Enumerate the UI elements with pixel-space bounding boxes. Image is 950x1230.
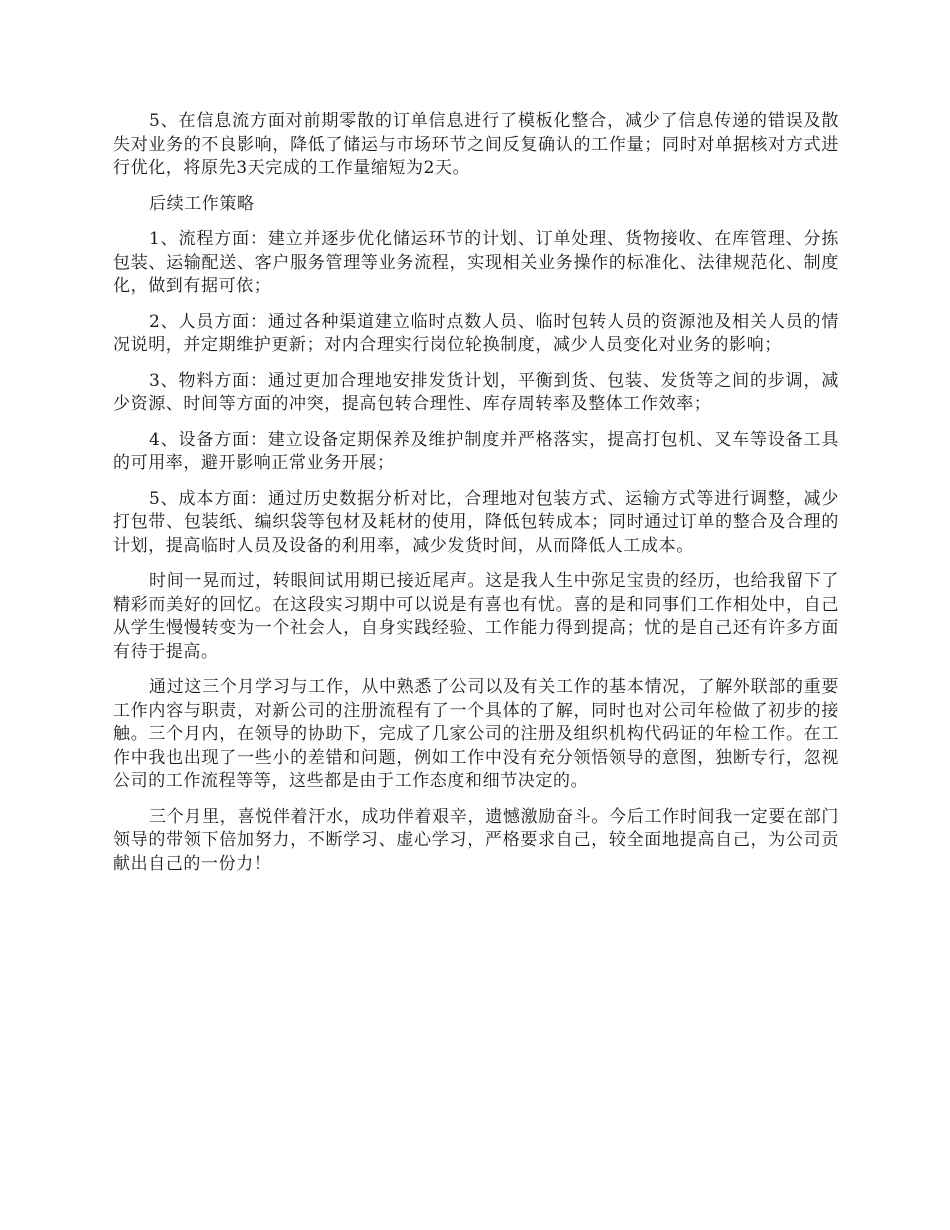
document-body bbox=[113, 110, 839, 888]
section-heading-follow-up-strategy: 后续工作策略 bbox=[149, 193, 255, 214]
paragraph-info-flow: 5、在信息流方面对前期零散的订单信息进行了模板化整合，减少了信息传递的错误及散失对业务的不良影响，降低了储运与市场环节之间反复确认的工作量；同时对单据核对方式进行优化，将原先3天完成的工作量缩短为2天。 bbox=[113, 111, 839, 178]
paragraph-conclusion: 三个月里，喜悦伴着汗水，成功伴着艰辛，遗憾激励奋斗。今后工作时间我一定要在部门领导的带领下倍加努力，不断学习、虚心学习，严格要求自己，较全面地提高自己，为公司贡献出自己的一份力！ bbox=[113, 806, 839, 874]
paragraph-personnel: 2、人员方面：通过各种渠道建立临时点数人员、临时包转人员的资源池及相关人员的情况说明，并定期维护更新；对内合理实行岗位轮换制度，减少人员变化对业务的影响； bbox=[113, 311, 839, 355]
paragraph-cost: 5、成本方面：通过历史数据分析对比，合理地对包装方式、运输方式等进行调整，减少打包带、包装纸、编织袋等包材及耗材的使用，降低包转成本；同时通过订单的整合及合理的计划，提高临时人员及设备的利用率，减少发货时间，从而降低人工成本。 bbox=[113, 488, 839, 556]
paragraph-equipment: 4、设备方面：建立设备定期保养及维护制度并严格落实，提高打包机、叉车等设备工具的可用率，避开影响正常业务开展； bbox=[113, 429, 839, 473]
paragraph-process: 1、流程方面：建立并逐步优化储运环节的计划、订单处理、货物接收、在库管理、分拣包装、运输配送、客户服务管理等业务流程，实现相关业务操作的标准化、法律规范化、制度化，做到有据可依； bbox=[113, 229, 839, 296]
paragraph-three-months-work: 通过这三个月学习与工作，从中熟悉了公司以及有关工作的基本情况，了解外联部的重要工作内容与职责，对新公司的注册流程有了一个具体的了解，同时也对公司年检做了初步的接触。三个月内，在领导的协助下，完成了几家公司的注册及组织机构代码证的年检工作。在工作中我也出现了一些小的差错和问题，例如工作中没有充分领悟领导的意图，独断专行，忽视公司的工作流程等等，这些都是由于工作态度和细节决定的。 bbox=[113, 677, 839, 791]
paragraph-materials: 3、物料方面：通过更加合理地安排发货计划，平衡到货、包装、发货等之间的步调，减少资源、时间等方面的冲突，提高包转合理性、库存周转率及整体工作效率； bbox=[113, 370, 839, 414]
paragraph-reflection: 时间一晃而过，转眼间试用期已接近尾声。这是我人生中弥足宝贵的经历，也给我留下了精彩而美好的回忆。在这段实习期中可以说是有喜也有忧。喜的是和同事们工作相处中，自己从学生慢慢转变为一个社会人，自身实践经验、工作能力得到提高；忧的是自己还有许多方面有待于提高。 bbox=[113, 571, 839, 662]
